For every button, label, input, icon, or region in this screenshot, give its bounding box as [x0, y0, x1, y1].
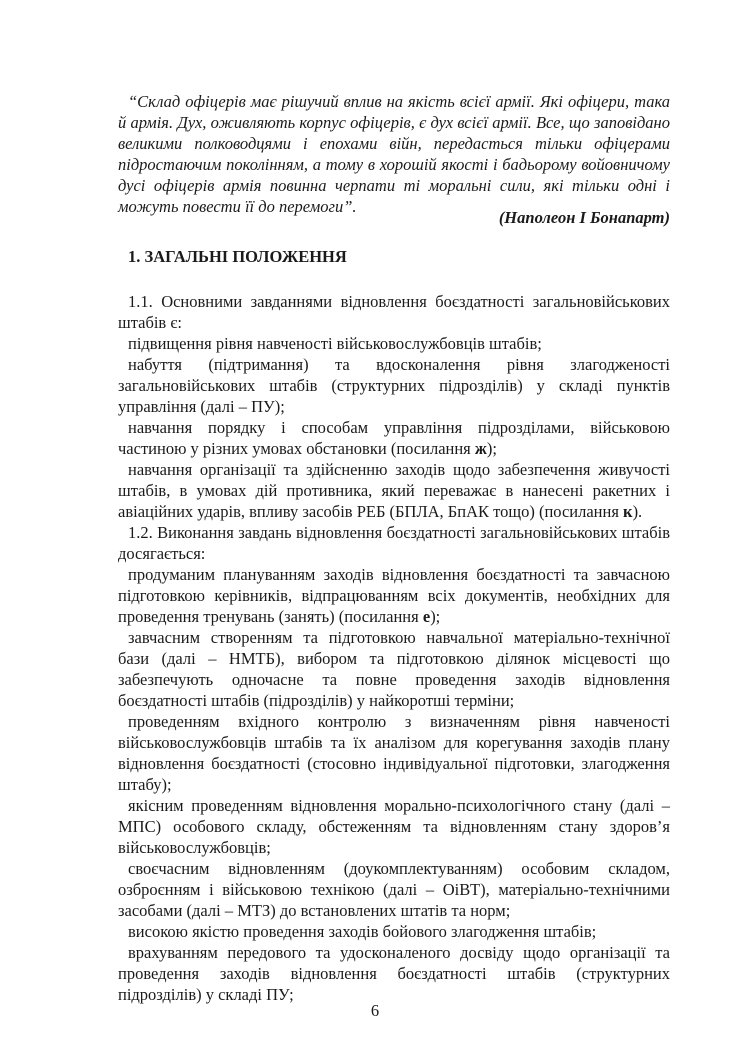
list-item-text: навчання порядку і способам управління підрозділами, військовою частиною у різних умовах обстановки (посилання: [118, 418, 670, 458]
paragraph-intro: 1.2. Виконання завдань відновлення боєздатності загальновійськових штабів досягається:: [118, 523, 670, 563]
list-item-end: );: [430, 607, 441, 626]
epigraph-quote: “Склад офіцерів має рішучий вплив на якість всієї армії. Які офіцери, така й армія. Дух, оживляють корпус офіцерів, є дух всієї армії. Все, що заповідано великими полководцями і епохами війн, передасться тільки офіцерами підростаючим поколінням, а тому в хорошій якості і бадьорому войовничому дусі офіцерів армія повинна черпати ті моральні сили, які тільки одні і можуть повести її до перемоги”.: [118, 92, 670, 216]
list-item: [118, 417, 670, 459]
list-item-end: ).: [632, 502, 643, 521]
list-item: [118, 459, 670, 522]
list-item-text: навчання організації та здійсненню заходів щодо забезпечення живучості штабів, в умовах дій противника, який переважає в нанесені ракетних і авіаційних ударів, впливу засобів РЕБ (БПЛА, БпАК тощо) (посилання: [118, 460, 670, 521]
reference-letter: ж: [474, 439, 487, 458]
section-heading: 1. ЗАГАЛЬНІ ПОЛОЖЕННЯ: [128, 247, 347, 266]
list-item-text: продуманим плануванням заходів відновлення боєздатності та завчасною підготовкою керівників, відпрацюванням всіх документів, необхідних для проведення тренувань (занять) (посилання: [118, 565, 670, 626]
list-item: проведенням вхідного контролю з визначенням рівня навченості військовослужбовців штабів та їх аналізом для корегування заходів плану відновлення боєздатності (стосовно індивідуальної підготовки, злагодження штабу);: [118, 712, 670, 794]
list-item: завчасним створенням та підготовкою навчальної матеріально-технічної бази (далі – НМТБ), вибором та підготовкою ділянок місцевості що забезпечують одночасне та повне проведення заходів відновлення боєздатності штабів (підрозділів) у найкоротші терміни;: [118, 628, 670, 710]
list-item: своєчасним відновленням (доукомплектуванням) особовим складом, озброєнням і військовою технікою (далі – ОіВТ), матеріально-технічними засобами (далі – МТЗ) до встановлених штатів та норм;: [118, 859, 670, 920]
page-number: 6: [370, 1001, 380, 1020]
reference-letter: е: [422, 607, 431, 626]
section-1-2: [118, 522, 670, 1005]
list-item: високою якістю проведення заходів бойового злагодження штабів;: [128, 922, 597, 941]
list-item: підвищення рівня навченості військовослужбовців штабів;: [128, 334, 542, 353]
list-item-end: );: [486, 439, 497, 458]
paragraph-intro: 1.1. Основними завданнями відновлення боєздатності загальновійськових штабів є:: [118, 292, 670, 332]
section-1-1: [118, 291, 670, 522]
list-item: набуття (підтримання) та вдосконалення рівня злагодженості загальновійськових штабів (структурних підрозділів) у складі пунктів управління (далі – ПУ);: [118, 355, 670, 416]
list-item: якісним проведенням відновлення морально-психологічного стану (далі – МПС) особового складу, обстеженням та відновленням стану здоров’я військовослужбовців;: [118, 796, 670, 857]
epigraph-attribution: (Наполеон І Бонапарт): [498, 208, 670, 227]
reference-letter: к: [623, 502, 633, 521]
list-item: [118, 564, 670, 627]
list-item: врахуванням передового та удосконаленого досвіду щодо організації та проведення заходів відновлення боєздатності штабів (структурних підрозділів) у складі ПУ;: [118, 943, 670, 1004]
